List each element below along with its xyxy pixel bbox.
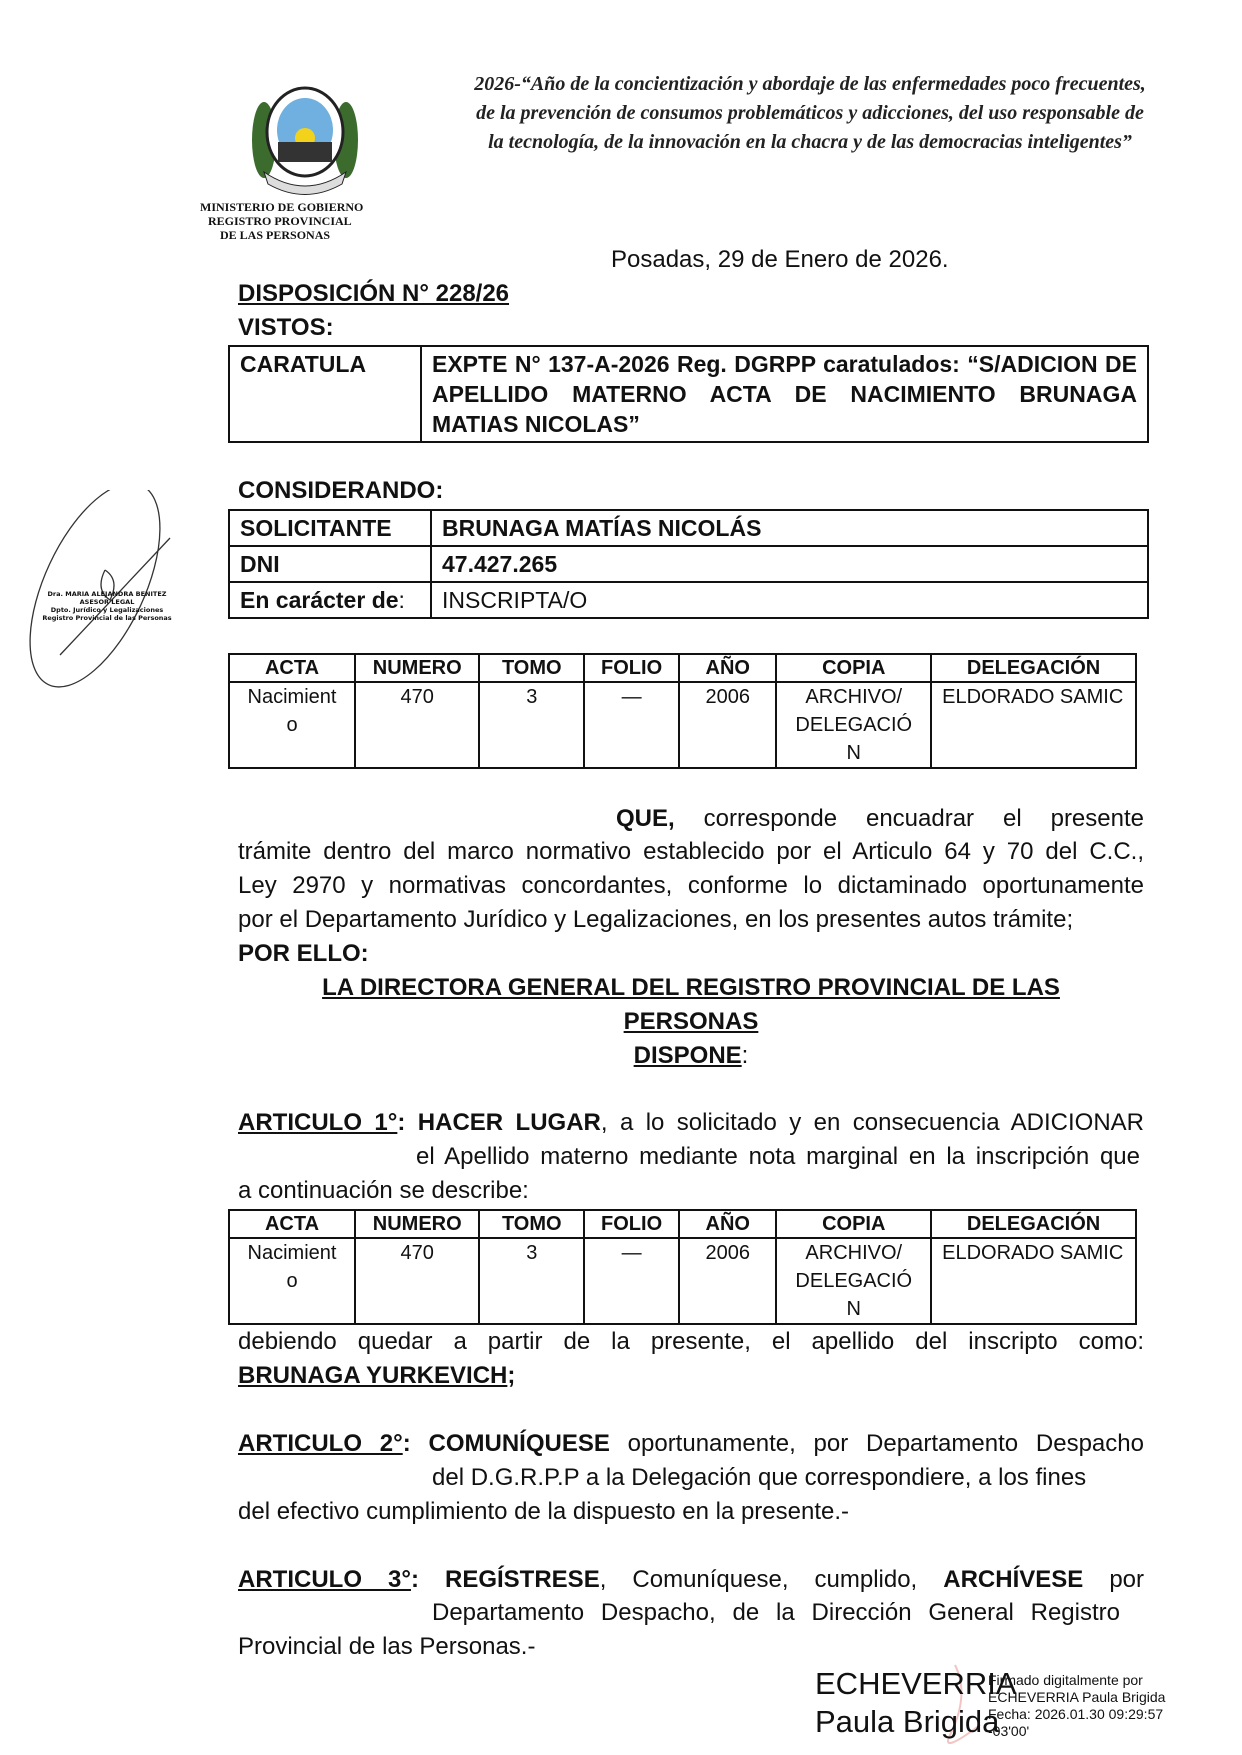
solicitante-value: BRUNAGA MATÍAS NICOLÁS bbox=[431, 510, 1148, 546]
acta-header-cell: FOLIO bbox=[584, 1210, 679, 1238]
debiendo-line: debiendo quedar a partir de la presente, el apellido del inscripto como: bbox=[238, 1328, 1144, 1355]
caracter-label bbox=[229, 582, 431, 618]
colon: : bbox=[398, 587, 405, 613]
acta-header-cell: AÑO bbox=[679, 654, 776, 682]
caratula-label: CARATULA bbox=[229, 346, 421, 442]
motto-line: de la prevención de consumos problemáticos y adicciones, del uso responsable de bbox=[476, 102, 1144, 124]
art2-line: del D.G.R.P.P a la Delegación que correspondiere, a los fines bbox=[432, 1464, 1087, 1491]
acta-table-2 bbox=[228, 1209, 1137, 1325]
art1-line: a continuación se describe: bbox=[238, 1177, 529, 1204]
art3-text: por bbox=[1083, 1566, 1145, 1593]
new-surname: BRUNAGA YURKEVICH bbox=[238, 1362, 508, 1389]
dni-label: DNI bbox=[229, 546, 431, 582]
art3-line: Departamento Despacho, de la Dirección General Registro bbox=[432, 1599, 1120, 1626]
dni-value: 47.427.265 bbox=[431, 546, 1148, 582]
considerando-heading: CONSIDERANDO: bbox=[238, 477, 444, 504]
caratula-value bbox=[421, 346, 1148, 442]
acta-cell: 2006 bbox=[679, 682, 776, 768]
acta-cell: — bbox=[584, 1238, 679, 1324]
art3-text: , Comuníquese, cumplido, bbox=[599, 1566, 944, 1593]
acta-header-cell: TOMO bbox=[479, 1210, 584, 1238]
acta-table bbox=[228, 653, 1137, 769]
caratula-table bbox=[228, 345, 1149, 443]
vistos-heading: VISTOS: bbox=[238, 314, 334, 341]
document-page: MINISTERIO DE GOBIERNO REGISTRO PROVINCIAL DE LAS PERSONAS 2026-“Año de la concientización y abordaje de las enfermedades poco frecuentes, de la prevención de consumos problemáticos y adicciones, del uso responsable de la tecnología, de la innovación en la chacra y de las democracias inteligentes” Posadas, 29 de Enero de 2026. DISPOSICIÓN N° 228/26 VISTOS: CARATULA EXPTE N° 137-A-2026 Reg. DGRPP caratulados: “S/ADICION DE APELLIDO MATERNO ACTA DE NACIMIENTO BRUNAGA MATIAS NICOLAS” CONSIDERANDO: SOLICITANTE BRUNAGA MATÍAS NICOLÁS DNI 47.427.265 En carácter de: INSCRIPTA/O ACTA NUMERO TOMO FOLIO AÑO COPIA DELEGACIÓN Nacimient o 470 3 — 2006 ARCHIVO/ DELEGACIÓ N ELDORADO SAMIC QUE, corresponde encuadrar el presente trámite dentro del marco normativo establecido por el Articulo 64 y 70 del C.C., Ley 2970 y normativas concordantes, conforme lo dictaminado oportunamente por el Departamento Jurídico y Legalizaciones, en los presentes autos trámite; POR ELLO: LA DIRECTORA GENERAL DEL REGISTRO PROVINCIAL DE LAS PERSONAS DISPONE: ARTICULO 1°: HACER LUGAR, a lo solicitado y en consecuencia ADICIONAR el Apellido materno mediante nota marginal en la inscripción que a continuación se describe: ACTA NUMERO TOMO FOLIO AÑO COPIA DELEGACIÓN Nacimient o 470 3 — 2006 ARCHIVO/ DELEGACIÓ N ELDORADO SAMIC debiendo quedar a partir de la presente, el apellido del inscripto como: BRUNAGA YURKEVICH; ARTICULO 2°: COMUNÍQUESE oportunamente, por Departamento Despacho del D.G.R.P.P a la Delegación que correspondiere, a los fines del efectivo cumplimiento de la dispuesto en la presente.- ARTICULO 3°: REGÍSTRESE, Comuníquese, cumplido, ARCHÍVESE por Departamento Despacho, de la Dirección General Registro Provincial de las Personas.- Dra. MARIA ALEJANDRA BENITEZ ASESOR LEGAL Dpto. Jurídico y Legalizaciones Registro Provincial de las Personas ECHEVERRIA Paula Brigida Firmado digitalmente por ECHEVERRIA Paula Brigida Fecha: 2026.01.30 09:29:57 -03'00' bbox=[0, 0, 1242, 1755]
caracter-value: INSCRIPTA/O bbox=[431, 582, 1148, 618]
ministry-name bbox=[200, 200, 400, 242]
directora-heading: LA DIRECTORA GENERAL DEL REGISTRO PROVINCIAL DE LAS bbox=[322, 974, 1060, 1001]
art1-text: , a lo solicitado y en consecuencia ADICIONAR bbox=[600, 1109, 1144, 1136]
art3-line: ARTICULO 3°: REGÍSTRESE, Comuníquese, cumplido, ARCHÍVESE por bbox=[238, 1566, 1145, 1593]
acta-header-cell: NUMERO bbox=[355, 654, 479, 682]
acta-cell: ELDORADO SAMIC bbox=[931, 1238, 1136, 1324]
acta-header-cell: ACTA bbox=[229, 1210, 355, 1238]
solicitante-label: SOLICITANTE bbox=[229, 510, 431, 546]
ministry-line: MINISTERIO DE GOBIERNO bbox=[200, 200, 364, 214]
acta-header-cell: DELEGACIÓN bbox=[931, 1210, 1136, 1238]
motto-line: la tecnología, de la innovación en la chacra y de las democracias inteligentes” bbox=[488, 131, 1132, 153]
disposition-title: DISPOSICIÓN N° 228/26 bbox=[238, 280, 510, 307]
digital-signer-name bbox=[815, 1665, 1017, 1741]
art1-line: ARTICULO 1°: HACER LUGAR, a lo solicitado y en consecuencia ADICIONAR bbox=[238, 1109, 1144, 1136]
caracter-label-text: En carácter de bbox=[240, 587, 399, 613]
caratula-line: MATIAS NICOLAS” bbox=[432, 411, 640, 437]
sig-line: ECHEVERRIA Paula Brigida bbox=[988, 1689, 1166, 1705]
ministry-line: DE LAS PERSONAS bbox=[220, 228, 331, 242]
date: Posadas, 29 de Enero de 2026. bbox=[611, 246, 949, 273]
acta-cell: 470 bbox=[355, 1238, 479, 1324]
ministry-line: REGISTRO PROVINCIAL bbox=[208, 214, 352, 228]
art1-line: el Apellido materno mediante nota marginal en la inscripción que bbox=[416, 1143, 1140, 1170]
art3-bold: REGÍSTRESE bbox=[445, 1566, 600, 1593]
acta-header-cell: FOLIO bbox=[584, 654, 679, 682]
stamp-line: Registro Provincial de las Personas bbox=[42, 614, 172, 622]
que-line: por el Departamento Jurídico y Legalizaciones, en los presentes autos trámite; bbox=[238, 906, 1074, 933]
art3-label: ARTICULO 3° bbox=[238, 1566, 411, 1593]
acta-cell: 2006 bbox=[679, 1238, 776, 1324]
que-text: corresponde encuadrar el presente bbox=[703, 805, 1144, 832]
signer-surname: ECHEVERRIA bbox=[815, 1666, 1017, 1701]
art3-bold2: ARCHÍVESE bbox=[943, 1566, 1084, 1593]
acta-cell: 3 bbox=[479, 682, 584, 768]
acta-header-cell: COPIA bbox=[776, 1210, 931, 1238]
art2-line: del efectivo cumplimiento de la dispuesto en la presente.- bbox=[238, 1498, 850, 1525]
stamp-line: ASESOR LEGAL bbox=[79, 598, 135, 606]
acta-header-cell: TOMO bbox=[479, 654, 584, 682]
caratula-line: APELLIDO MATERNO ACTA DE NACIMIENTO BRUNAGA bbox=[432, 381, 1137, 407]
acta-header-cell: COPIA bbox=[776, 654, 931, 682]
art2-label: ARTICULO 2° bbox=[238, 1430, 403, 1457]
caratula-line: EXPTE N° 137-A-2026 Reg. DGRPP caratulados: “S/ADICION DE bbox=[432, 351, 1137, 377]
sig-line: -03'00' bbox=[988, 1723, 1030, 1739]
sig-line: Fecha: 2026.01.30 09:29:57 bbox=[988, 1706, 1164, 1722]
art2-text: oportunamente, por Departamento Despacho bbox=[609, 1430, 1144, 1457]
art3-line: Provincial de las Personas.- bbox=[238, 1633, 536, 1660]
que-line: trámite dentro del marco normativo establecido por el Articulo 64 y 70 del C.C., bbox=[238, 838, 1144, 865]
stamp-line: Dpto. Jurídico y Legalizaciones bbox=[50, 606, 164, 614]
que-line: Ley 2970 y normativas concordantes, conforme lo dictaminado oportunamente bbox=[238, 872, 1144, 899]
digital-signature-details bbox=[988, 1672, 1165, 1740]
acta-cell: Nacimient o bbox=[229, 1238, 355, 1324]
dispone-heading: DISPONE bbox=[633, 1042, 742, 1069]
acta-header-cell: DELEGACIÓN bbox=[931, 654, 1136, 682]
sig-line: Firmado digitalmente por bbox=[988, 1672, 1143, 1688]
acta-header-cell: ACTA bbox=[229, 654, 355, 682]
acta-cell: ARCHIVO/ DELEGACIÓ N bbox=[776, 1238, 931, 1324]
directora-heading: PERSONAS bbox=[623, 1008, 759, 1035]
acta-cell: — bbox=[584, 682, 679, 768]
acta-cell: ELDORADO SAMIC bbox=[931, 682, 1136, 768]
acta-header-cell: AÑO bbox=[679, 1210, 776, 1238]
signer-given-names: Paula Brigida bbox=[815, 1704, 1000, 1739]
art2-bold: COMUNÍQUESE bbox=[428, 1430, 610, 1457]
year-motto bbox=[430, 70, 1190, 157]
solicitante-table bbox=[228, 509, 1149, 619]
motto-line: 2026-“Año de la concientización y abordaje de las enfermedades poco frecuentes, bbox=[474, 73, 1146, 95]
province-seal-logo bbox=[244, 80, 366, 196]
handwritten-signature bbox=[15, 490, 175, 700]
que-line bbox=[616, 804, 1144, 834]
por-ello-heading: POR ELLO: bbox=[238, 940, 369, 967]
que-keyword: QUE, bbox=[616, 805, 675, 832]
art1-bold: HACER LUGAR bbox=[417, 1109, 601, 1136]
acta-cell: 3 bbox=[479, 1238, 584, 1324]
acta-cell: Nacimient o bbox=[229, 682, 355, 768]
art1-label: ARTICULO 1° bbox=[238, 1109, 398, 1136]
acta-header-cell: NUMERO bbox=[355, 1210, 479, 1238]
art2-line: ARTICULO 2°: COMUNÍQUESE oportunamente, por Departamento Despacho bbox=[238, 1430, 1144, 1457]
stamp-line: Dra. MARIA ALEJANDRA BENITEZ bbox=[47, 590, 167, 598]
acta-cell: ARCHIVO/ DELEGACIÓ N bbox=[776, 682, 931, 768]
acta-cell: 470 bbox=[355, 682, 479, 768]
